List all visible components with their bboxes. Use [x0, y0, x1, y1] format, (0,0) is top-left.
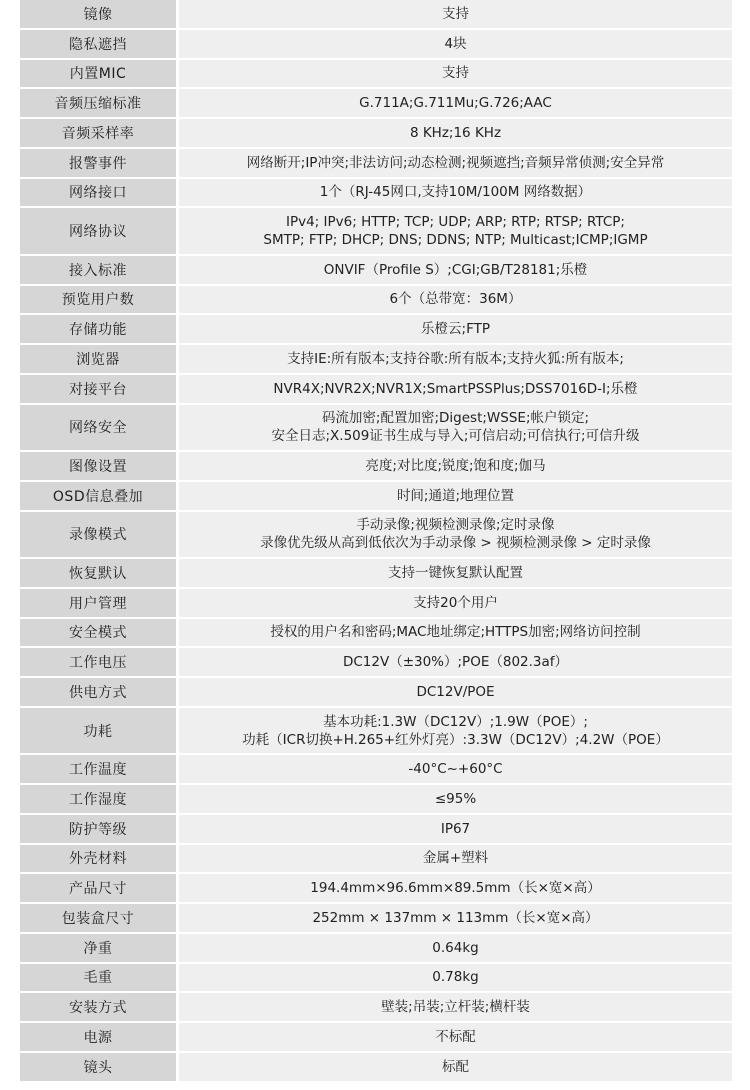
spec-label: 存储功能 [20, 315, 176, 343]
spec-label: 产品尺寸 [20, 874, 176, 902]
spec-row [20, 785, 732, 813]
spec-value [179, 119, 732, 147]
spec-value-line: IPv4; IPv6; HTTP; TCP; UDP; ARP; RTP; RTSP; RTCP; [286, 214, 625, 230]
spec-value-line: ≤95% [434, 790, 477, 807]
spec-value-line: SMTP; FTP; DHCP; DNS; DDNS; NTP; Multicast;ICMP;IGMP [263, 232, 648, 248]
spec-value [179, 482, 732, 510]
spec-row [20, 315, 732, 343]
spec-label: 功耗 [20, 708, 176, 754]
spec-value [179, 845, 732, 873]
spec-value [179, 755, 732, 783]
spec-label: 录像模式 [20, 512, 176, 558]
spec-value-line: 不标配 [435, 1028, 476, 1045]
spec-value [179, 375, 732, 403]
spec-value-line: 支持 [442, 65, 469, 82]
spec-row [20, 512, 732, 558]
spec-value-line: 手动录像;视频检测录像;定时录像 [356, 517, 555, 534]
spec-value [179, 30, 732, 58]
spec-value-line: G.711A;G.711Mu;G.726;AAC [359, 95, 552, 112]
spec-row [20, 0, 732, 28]
spec-value-line: 安全日志;X.509证书生成与导入;可信启动;可信执行;可信升级 [271, 428, 640, 445]
spec-row [20, 179, 732, 207]
spec-table [20, 0, 732, 1083]
spec-value [179, 149, 732, 177]
spec-value [179, 89, 732, 117]
spec-value [179, 993, 732, 1021]
spec-value-line: 4块 [444, 35, 467, 52]
spec-value [179, 589, 732, 617]
spec-value [179, 815, 732, 843]
spec-row [20, 452, 732, 480]
spec-row [20, 1023, 732, 1051]
spec-label: 镜头 [20, 1053, 176, 1081]
spec-label: 包装盒尺寸 [20, 904, 176, 932]
spec-value-line: NVR4X;NVR2X;NVR1X;SmartPSSPlus;DSS7016D-I;乐橙 [273, 380, 638, 397]
spec-value [179, 874, 732, 902]
spec-row [20, 845, 732, 873]
spec-value-line: 金属+塑料 [422, 850, 489, 867]
spec-label: 网络安全 [20, 405, 176, 451]
spec-value-line: 基本功耗:1.3W（DC12V）;1.9W（POE）; [323, 713, 588, 730]
spec-value-line: ONVIF（Profile S）;CGI;GB/T28181;乐橙 [323, 261, 588, 278]
spec-value-line: 录像优先级从高到低依次为手动录像 > 视频检测录像 > 定时录像 [260, 535, 651, 552]
spec-value [179, 286, 732, 314]
spec-value [179, 785, 732, 813]
spec-row [20, 1053, 732, 1081]
spec-value-line: 支持IE:所有版本;支持谷歌:所有版本;支持火狐:所有版本; [287, 350, 624, 367]
spec-label: 安装方式 [20, 993, 176, 1021]
spec-row [20, 345, 732, 373]
spec-row [20, 619, 732, 647]
spec-row [20, 559, 732, 587]
spec-label: 用户管理 [20, 589, 176, 617]
spec-value [179, 678, 732, 706]
spec-label: 网络接口 [20, 179, 176, 207]
spec-value-line: 1个（RJ-45网口,支持10M/100M 网络数据） [319, 184, 592, 201]
spec-value [179, 964, 732, 992]
spec-value-line: 0.64kg [432, 939, 479, 956]
spec-value-line: 码流加密;配置加密;Digest;WSSE;帐户锁定; [321, 410, 590, 427]
spec-label: 工作温度 [20, 755, 176, 783]
spec-value [179, 452, 732, 480]
spec-value-line: DC12V（±30%）;POE（802.3af） [342, 654, 569, 671]
spec-value-line: IP67 [440, 820, 471, 837]
spec-value-line: DC12V/POE [416, 683, 495, 700]
spec-label: 对接平台 [20, 375, 176, 403]
spec-row [20, 405, 732, 451]
spec-row [20, 89, 732, 117]
spec-row [20, 874, 732, 902]
spec-row [20, 60, 732, 88]
spec-value-line: 标配 [442, 1058, 469, 1075]
spec-label: 供电方式 [20, 678, 176, 706]
spec-label: 音频采样率 [20, 119, 176, 147]
spec-row [20, 755, 732, 783]
spec-row [20, 375, 732, 403]
spec-value-line: 网络断开;IP冲突;非法访问;动态检测;视频遮挡;音频异常侦测;安全异常 [246, 154, 665, 171]
spec-value [179, 345, 732, 373]
spec-value [179, 619, 732, 647]
spec-row [20, 256, 732, 284]
spec-value [179, 405, 732, 451]
spec-label: 隐私遮挡 [20, 30, 176, 58]
spec-row [20, 149, 732, 177]
spec-value [179, 1053, 732, 1081]
spec-value [179, 904, 732, 932]
spec-label: 接入标准 [20, 256, 176, 284]
spec-value [179, 648, 732, 676]
spec-label: 浏览器 [20, 345, 176, 373]
spec-label: 图像设置 [20, 452, 176, 480]
spec-value-line: 功耗（ICR切换+H.265+红外灯亮）:3.3W（DC12V）;4.2W（POE） [242, 731, 669, 748]
spec-value-line: 194.4mm×96.6mm×89.5mm（长×宽×高） [310, 880, 601, 897]
spec-label: 工作湿度 [20, 785, 176, 813]
spec-row [20, 208, 732, 254]
spec-value [179, 179, 732, 207]
spec-value [179, 559, 732, 587]
spec-row [20, 815, 732, 843]
spec-value-line: 授权的用户名和密码;MAC地址绑定;HTTPS加密;网络访问控制 [270, 624, 641, 641]
spec-row [20, 904, 732, 932]
spec-label: 镜像 [20, 0, 176, 28]
spec-value-line: 时间;通道;地理位置 [396, 487, 515, 504]
spec-row [20, 30, 732, 58]
spec-row [20, 993, 732, 1021]
spec-value [179, 0, 732, 28]
spec-value-line: 252mm × 137mm × 113mm（长×宽×高） [312, 909, 599, 926]
spec-value [179, 512, 732, 558]
spec-label: 净重 [20, 934, 176, 962]
spec-value [179, 208, 732, 254]
spec-label: 工作电压 [20, 648, 176, 676]
spec-label: 毛重 [20, 964, 176, 992]
spec-row [20, 964, 732, 992]
spec-row [20, 589, 732, 617]
spec-value-line: 支持20个用户 [413, 594, 498, 611]
spec-row [20, 934, 732, 962]
spec-row [20, 678, 732, 706]
spec-row [20, 648, 732, 676]
spec-label: 外壳材料 [20, 845, 176, 873]
spec-value-line: 支持一键恢复默认配置 [388, 564, 523, 581]
spec-value [179, 315, 732, 343]
spec-value-line: 乐橙云;FTP [421, 321, 490, 338]
spec-value [179, 934, 732, 962]
spec-value [179, 708, 732, 754]
spec-value [179, 60, 732, 88]
spec-label: OSD信息叠加 [20, 482, 176, 510]
spec-row [20, 286, 732, 314]
spec-label: 防护等级 [20, 815, 176, 843]
spec-label: 音频压缩标准 [20, 89, 176, 117]
spec-label: 内置MIC [20, 60, 176, 88]
spec-value-line: 8 KHz;16 KHz [409, 124, 502, 141]
spec-label: 恢复默认 [20, 559, 176, 587]
spec-row [20, 482, 732, 510]
spec-value-line: 壁装;吊装;立杆装;横杆装 [381, 999, 530, 1016]
spec-value [179, 1023, 732, 1051]
spec-label: 电源 [20, 1023, 176, 1051]
spec-value-line: 0.78kg [432, 969, 479, 986]
spec-value-line: 亮度;对比度;锐度;饱和度;伽马 [365, 457, 546, 474]
spec-row [20, 708, 732, 754]
spec-label: 预览用户数 [20, 286, 176, 314]
spec-value-line: 支持 [442, 5, 469, 22]
spec-label: 网络协议 [20, 208, 176, 254]
spec-label: 安全模式 [20, 619, 176, 647]
spec-value-line: 6个（总带宽：36M） [389, 291, 522, 308]
spec-label: 报警事件 [20, 149, 176, 177]
spec-value [179, 256, 732, 284]
spec-value-line: -40°C~+60°C [408, 761, 503, 778]
spec-row [20, 119, 732, 147]
